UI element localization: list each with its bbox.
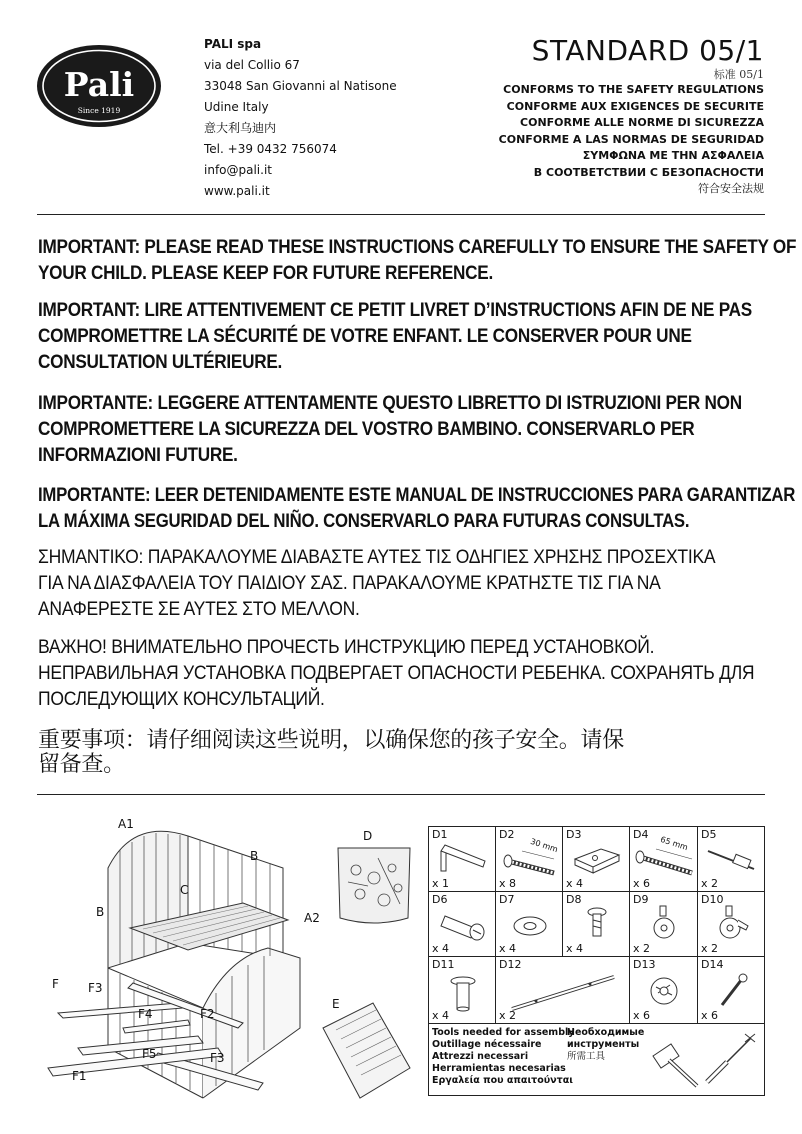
tools-needed-list: Tools needed for assembly Outillage nécessaire Attrezzi necessari Herramientas necesarias Εργαλεία που απαιτούνται xyxy=(432,1027,575,1086)
metal-rail-icon xyxy=(506,971,620,1013)
connector-block-icon xyxy=(571,845,623,875)
part-cell: D10 x 2 xyxy=(698,892,764,957)
bushing-icon xyxy=(447,973,479,1013)
address-phone: Tel. +39 0432 756074 xyxy=(204,142,337,156)
label-f2: F2 xyxy=(200,1007,215,1021)
address-cn: 意大利乌迪内 xyxy=(204,121,277,135)
conformity-en: CONFORMS TO THE SAFETY REGULATIONS xyxy=(503,83,764,96)
address-website: www.pali.it xyxy=(204,184,270,198)
label-f1: F1 xyxy=(72,1069,87,1083)
part-cell: D11 x 4 xyxy=(429,957,496,1024)
caster-wheel-icon xyxy=(644,904,684,944)
crib-exploded-diagram xyxy=(38,808,418,1108)
label-c: C xyxy=(180,883,189,897)
label-f5: F5 xyxy=(142,1047,157,1061)
important-fr: IMPORTANT: LIRE ATTENTIVEMENT CE PETIT LIVRET D’INSTRUCTIONS AFIN DE NE PAS COMPROMETTRE LA SÉCURITÉ DE VOTRE ENFANT. LE CONSERVER POUR UNE CONSULTATION ULTÉRIEURE. xyxy=(38,299,752,373)
label-f4: F4 xyxy=(138,1007,153,1021)
divider-top xyxy=(37,214,765,215)
important-el: ΣΗΜΑΝΤΙΚΟ: ΠΑΡΑΚΑΛΟΥΜΕ ΔΙΑΒΑΣΤΕ ΑΥΤΕΣ ΤΙΣ ΟΔΗΓΙΕΣ ΧΡΗΣΗΣ ΠΡΟΣΕΧΤΙΚΑ ΓΙΑ ΝΑ ΔΙΑΣΦΑΛΕΙΑ ΤΟΥ ΠΑΙΔΙΟΥ ΣΑΣ. ΠΑΡΑΚΑΛΟΥΜΕ ΚΡΑΤΗΣΤΕ ΤΙΣ ΓΙΑ ΝΑ ΑΝΑΦΕΡΕΣΤΕ ΣΕ ΑΥΤΕΣ ΣΤΟ ΜΕΛΛΟΝ. xyxy=(38,546,716,620)
important-zh: 重要事项：请仔细阅读这些说明，以确保您的孩子安全。请保 留备查。 xyxy=(38,728,624,777)
part-cell: D14 x 6 xyxy=(698,957,764,1024)
barrel-nut-icon xyxy=(704,843,760,877)
part-cell: D1 x 1 xyxy=(429,827,496,892)
label-f3-top: F3 xyxy=(88,981,103,995)
standard-block xyxy=(499,34,764,198)
address-street: via del Collio 67 xyxy=(204,58,300,72)
label-a1: A1 xyxy=(118,817,134,831)
hammer-screwdriver-icon xyxy=(647,1030,759,1090)
important-es: IMPORTANTE: LEER DETENIDAMENTE ESTE MANUAL DE INSTRUCCIONES PARA GARANTIZAR LA MÁXIMA SEGURIDAD DEL NIÑO. CONSERVARLO PARA FUTURAS CONSULTAS. xyxy=(38,484,796,532)
part-cell: D2 30 mm x 8 xyxy=(496,827,563,892)
label-a2: A2 xyxy=(304,911,320,925)
important-it: IMPORTANTE: LEGGERE ATTENTAMENTE QUESTO LIBRETTO DI ISTRUZIONI PER NON COMPROMETTERE LA SICUREZZA DEL VOSTRO BAMBINO. CONSERVARLO PER INFORMAZIONI FUTURE. xyxy=(38,392,742,466)
address-city: 33048 San Giovanni al Natisone xyxy=(204,79,397,93)
conformity-fr: CONFORME AUX EXIGENCES DE SECURITE xyxy=(506,99,764,113)
standard-title-cn: 标准 05/1 xyxy=(713,68,764,81)
part-cell: D12 x 2 xyxy=(496,957,630,1024)
part-cell: D7 x 4 xyxy=(496,892,563,957)
braked-caster-icon xyxy=(710,904,754,944)
hardware-parts-table xyxy=(428,826,765,1096)
logo-text: Pali xyxy=(63,65,135,104)
important-ru: ВАЖНО! ВНИМАТЕЛЬНО ПРОЧЕСТЬ ИНСТРУКЦИЮ ПЕРЕД УСТАНОВКОЙ. НЕПРАВИЛЬНАЯ УСТАНОВКА ПОДВЕРГАЕТ ОПАСНОСТИ РЕБЕНКА. СОХРАНЯТЬ ДЛЯ ПОСЛЕДУЮЩИХ КОНСУЛЬТАЦИЙ. xyxy=(38,636,755,710)
small-screw-icon xyxy=(714,971,750,1011)
cam-lock-icon xyxy=(646,973,682,1009)
hardware-bag xyxy=(338,848,410,923)
manual-booklet xyxy=(323,1003,410,1098)
conformity-el: ΣΥΜΦΩΝΑ ΜΕ ΤΗΝ ΑΣΦΑΛΕΙΑ xyxy=(582,149,764,162)
label-f: F xyxy=(52,977,59,991)
washer-icon xyxy=(510,912,550,940)
divider-bottom xyxy=(37,794,765,795)
company-address xyxy=(204,34,397,202)
part-cell: D4 65 mm x 6 xyxy=(630,827,698,892)
pali-logo xyxy=(36,44,162,128)
standard-title: STANDARD 05/1 xyxy=(531,34,764,67)
allen-key-icon xyxy=(437,841,489,875)
label-d: D xyxy=(363,829,373,843)
address-email: info@pali.it xyxy=(204,163,272,177)
label-b-front: B xyxy=(96,905,105,919)
address-region: Udine Italy xyxy=(204,100,269,114)
part-cell: D6 x 4 xyxy=(429,892,496,957)
conformity-zh: 符合安全法规 xyxy=(698,182,764,195)
conformity-es: CONFORME A LAS NORMAS DE SEGURIDAD xyxy=(498,132,764,146)
company-name: PALI spa xyxy=(204,37,262,51)
important-en: IMPORTANT: PLEASE READ THESE INSTRUCTIONS CAREFULLY TO ENSURE THE SAFETY OF YOUR CHILD. PLEASE KEEP FOR FUTURE REFERENCE. xyxy=(38,236,797,284)
conformity-it: CONFORME ALLE NORME DI SICUREZZA xyxy=(520,116,764,129)
part-cell: D13 x 6 xyxy=(630,957,698,1024)
conformity-ru: В СООТВЕТСТВИИ С БЕЗОПАСНОСТИ xyxy=(533,165,764,179)
part-cell: D8 x 4 xyxy=(563,892,630,957)
label-b-back: B xyxy=(250,849,259,863)
logo-since: Since 1919 xyxy=(77,106,121,115)
tools-section xyxy=(429,1024,764,1095)
tools-needed-ru-zh: Необходимые инструменты 所需工具 xyxy=(567,1027,645,1062)
part-cell: D3 x 4 xyxy=(563,827,630,892)
label-f3-bottom: F3 xyxy=(210,1051,225,1065)
part-cell: D9 x 2 xyxy=(630,892,698,957)
screw-icon xyxy=(585,906,609,942)
cam-dowel-icon xyxy=(437,906,489,942)
part-cell: D5 x 2 xyxy=(698,827,764,892)
label-e: E xyxy=(332,997,340,1011)
